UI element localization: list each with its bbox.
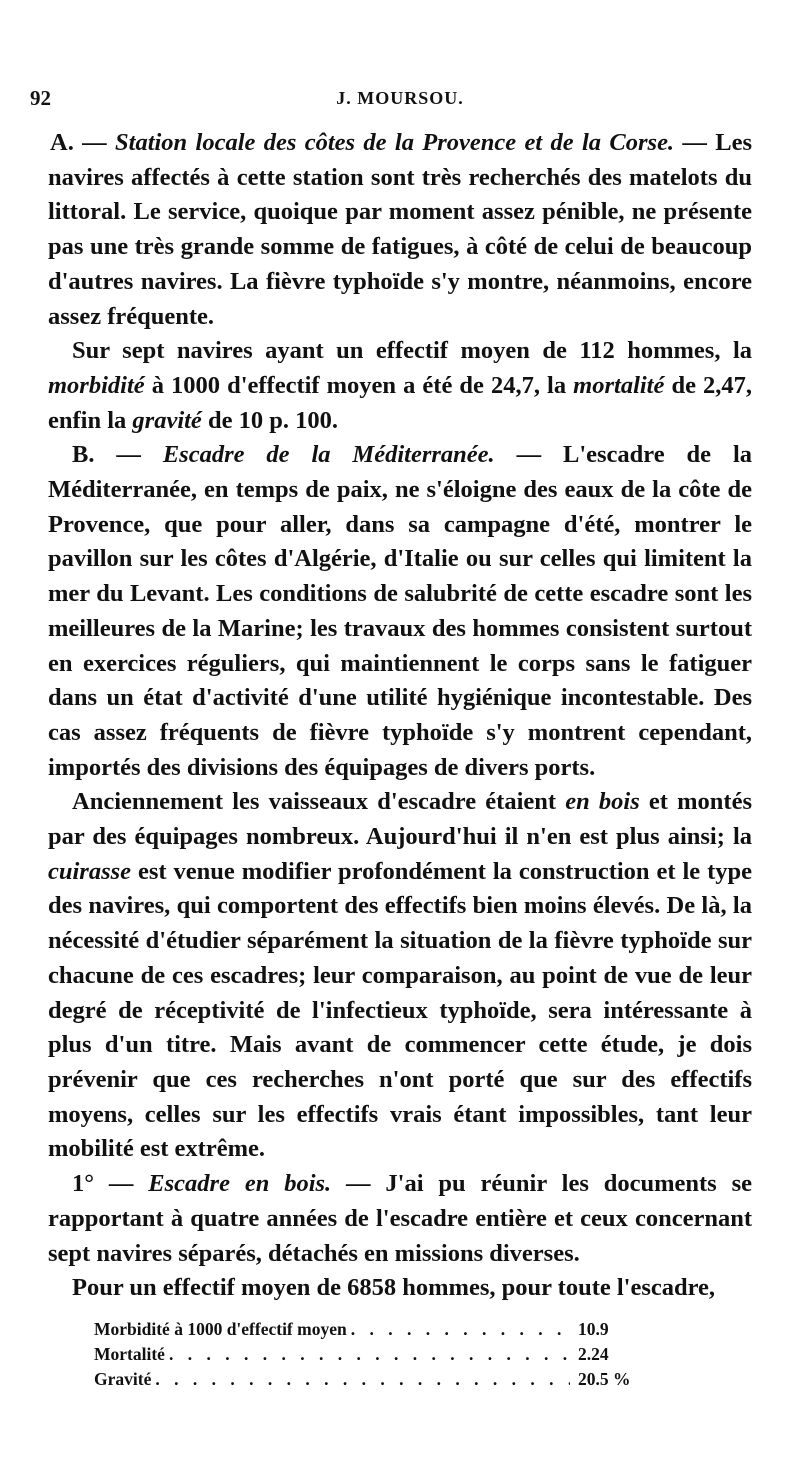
paragraph-text: — Les navires affectés à cette station sont très recherchés des matelots du littoral. Le service, quoique par moment assez pénible, ne présente pas une très grande somme de fatigues, à côté de celui de beaucoup d'autres navires. La fièvre typhoïde s'y montre, néanmoins, encore assez fréquente.: [48, 129, 752, 330]
section-number-1: 1° —: [72, 1170, 149, 1198]
stat-label: Morbidité à 1000 d'effectif moyen: [94, 1319, 347, 1339]
dot-leader: [151, 1367, 570, 1392]
dot-leader: [347, 1317, 570, 1342]
italic-term: gravité: [132, 406, 202, 434]
paragraph-text: — L'escadre de la Méditerranée, en temps de paix, ne s'éloigne des eaux de la côte de Provence, que pour aller, dans sa campagne d'été, montrer le pavillon sur les côtes d'Algérie, d'Italie ou sur celles qui limitent la mer du Levant. Les conditions de salubrité de cette escadre sont les meilleures de la Marine; les travaux des hommes consistent surtout en exercices réguliers, qui maintiennent le corps sans le fatiguer dans un état d'activité d'une utilité hygiénique incontestable. Des cas assez fréquents de fièvre typhoïde s'y montrent cependant, importés des divisions des équipages de divers ports.: [48, 441, 752, 781]
paragraph-text: — J'ai pu réunir les documents se rapportant à quatre années de l'escadre entière et ceux concernant sept navires séparés, détachés en missions diverses.: [48, 1170, 752, 1267]
text-run: Sur sept navires ayant un effectif moyen de 112 hommes, la: [72, 337, 752, 365]
stat-value: 10.9: [578, 1319, 609, 1339]
text-run: et montés par des équipages nombreux. Aujourd'hui il n'en est plus ainsi; la: [48, 788, 752, 851]
text-run: de 10 p. 100.: [201, 406, 338, 434]
paragraph-effectif: Pour un effectif moyen de 6858 hommes, pour toute l'escadre,: [72, 1274, 716, 1302]
italic-term: morbidité: [48, 371, 145, 399]
stat-row: [94, 1342, 642, 1367]
paragraph-anciennement: [48, 785, 752, 1167]
page-number: 92: [30, 86, 51, 110]
section-title-escadre-en-bois: Escadre en bois.: [148, 1170, 332, 1198]
stat-value: 20.5 %: [578, 1369, 631, 1389]
section-letter-b: B. —: [72, 441, 163, 469]
paragraph-escadre-en-bois: [48, 1167, 752, 1271]
paragraph-station-locale: [48, 126, 752, 334]
page-body: [48, 126, 752, 1306]
stat-label: Gravité: [94, 1369, 152, 1389]
text-run: de 2,47, enfin la: [48, 371, 753, 434]
stat-row: [94, 1367, 642, 1392]
italic-term: en bois: [565, 788, 640, 816]
statistics-table: [94, 1317, 642, 1392]
dot-leader: [165, 1342, 570, 1367]
text-run: est venue modifier profondément la construction et le type des navires, qui comportent des effectifs bien moins élevés. De là, la nécessité d'étudier séparément la situation de la fièvre typhoïde sur chacune de ces escadres; leur comparaison, au point de vue de leur degré de réceptivité de l'infectieux typhoïde, sera intéressante à plus d'un titre. Mais avant de commencer cette étude, je dois prévenir que ces recherches n'ont porté que sur des effectifs moyens, celles sur les effectifs vrais étant impossibles, tant leur mobilité est extrême.: [48, 857, 752, 1163]
section-title-station-locale: Station locale des côtes de la Provence et de la Corse.: [115, 129, 675, 156]
paragraph-escadre-mediterranee: [48, 438, 752, 785]
stat-row: [94, 1317, 642, 1342]
page-header: [30, 86, 770, 120]
section-title-escadre: Escadre de la Méditerranée.: [162, 441, 495, 469]
section-letter-a: A. —: [50, 129, 116, 156]
text-run: à 1000 d'effectif moyen a été de 24,7, la: [144, 371, 574, 399]
running-title: J. MOURSOU.: [336, 88, 464, 108]
text-run: Anciennement les vaisseaux d'escadre étaient: [72, 788, 566, 816]
italic-term: cuirasse: [48, 857, 132, 885]
italic-term: mortalité: [573, 371, 665, 399]
paragraph-statistics-station: [48, 334, 752, 438]
stat-value: 2.24: [578, 1344, 609, 1364]
stat-label: Mortalité: [94, 1344, 165, 1364]
